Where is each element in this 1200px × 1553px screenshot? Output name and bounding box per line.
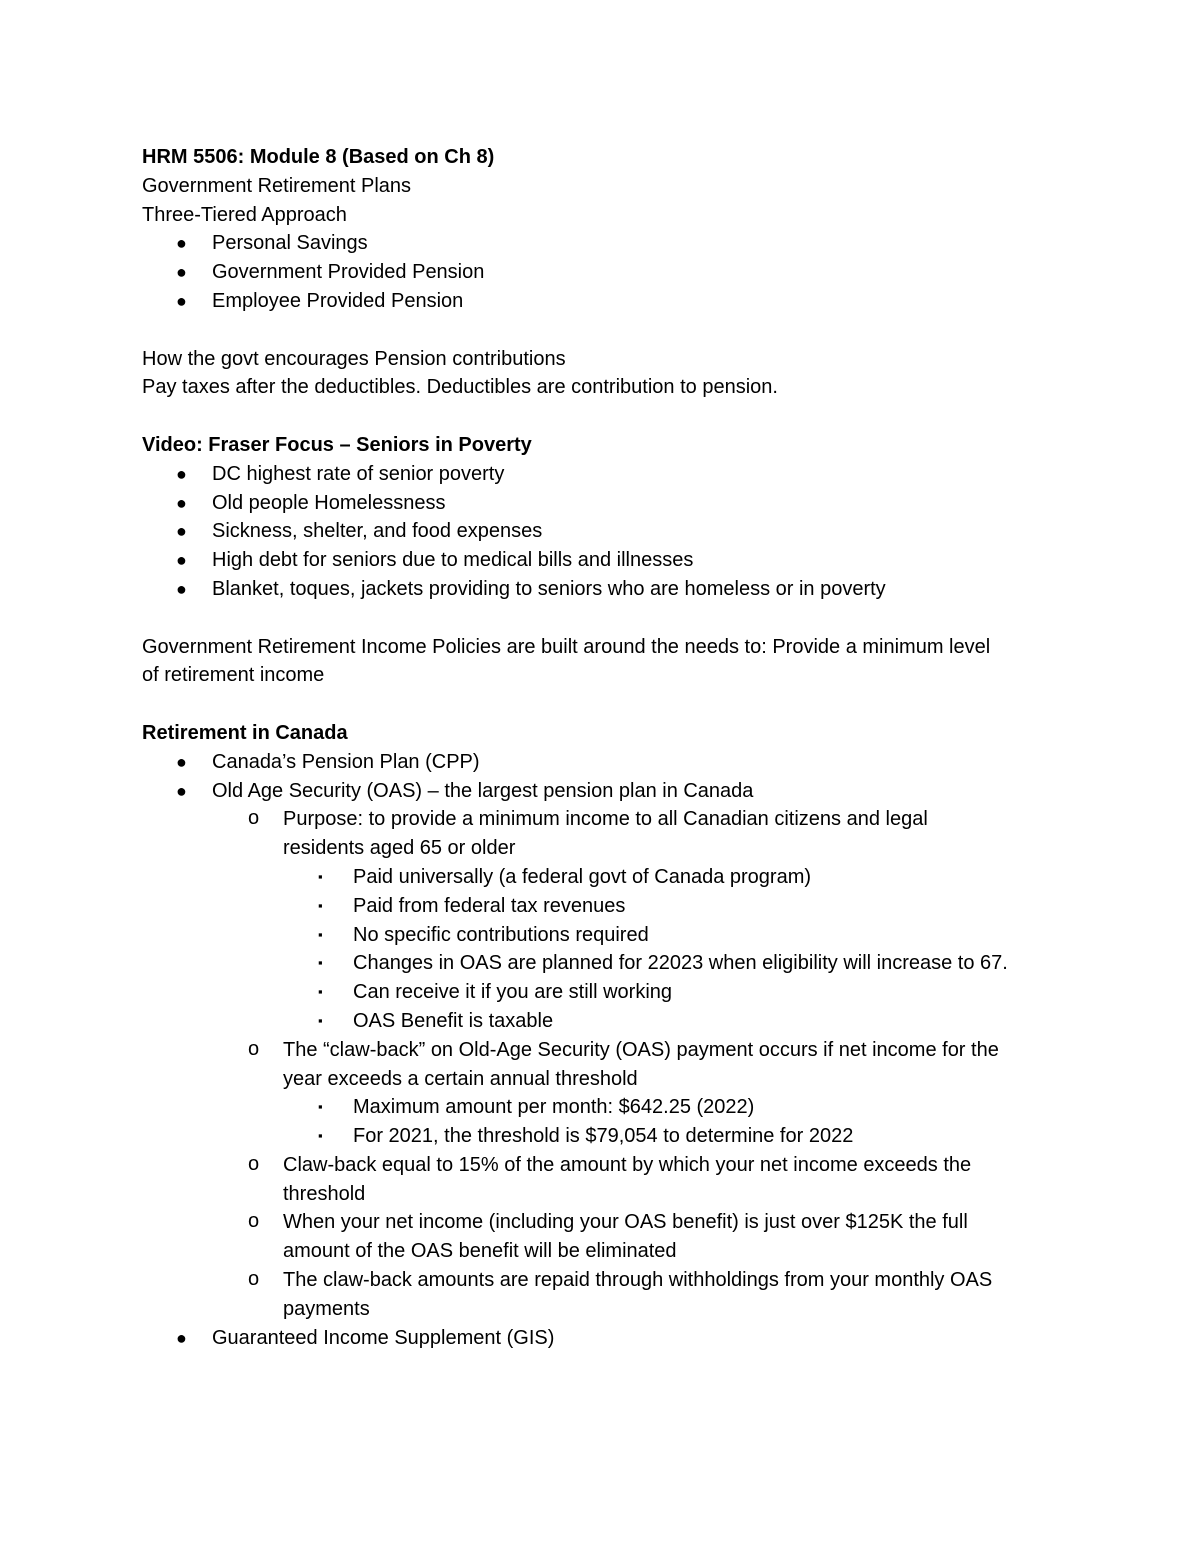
- section-heading: Retirement in Canada: [142, 721, 348, 744]
- list-item: ● Blanket, toques, jackets providing to seniors who are homeless or in poverty: [142, 575, 1082, 604]
- square-bullet-icon: ▪: [318, 926, 323, 942]
- sub-list-item-continuation: payments: [283, 1297, 370, 1320]
- sub-sub-list-item: ▪ Paid from federal tax revenues: [142, 892, 1082, 921]
- circle-bullet-icon: o: [248, 1152, 260, 1175]
- circle-bullet-icon: o: [248, 807, 260, 830]
- paragraph: of retirement income: [142, 664, 325, 687]
- circle-bullet-icon: o: [248, 1268, 260, 1291]
- sub-sub-list-item: ▪ For 2021, the threshold is $79,054 to determine for 2022: [142, 1122, 1082, 1151]
- section-subtitle: Three-Tiered Approach: [142, 203, 347, 226]
- sub-list-item: o Purpose: to provide a minimum income to all Canadian citizens and legal: [142, 805, 1082, 834]
- paragraph: Pay taxes after the deductibles. Deductibles are contribution to pension.: [142, 376, 778, 399]
- canada-list: [142, 748, 1082, 1353]
- bullet-icon: ●: [176, 492, 187, 513]
- sub-list-item-continuation: amount of the OAS benefit will be eliminated: [283, 1240, 677, 1263]
- bullet-icon: ●: [176, 290, 187, 311]
- section-subtitle: Government Retirement Plans: [142, 174, 412, 197]
- bullet-icon: ●: [176, 262, 187, 283]
- sub-list-item: o When your net income (including your OAS benefit) is just over $125K the full: [142, 1208, 1082, 1237]
- bullet-icon: ●: [176, 463, 187, 484]
- square-bullet-icon: ▪: [318, 1012, 323, 1028]
- bullet-icon: ●: [176, 780, 187, 801]
- sub-list-item: o Claw-back equal to 15% of the amount by which your net income exceeds the: [142, 1151, 1082, 1180]
- list-item: ● Old Age Security (OAS) – the largest pension plan in Canada: [142, 777, 1082, 806]
- square-bullet-icon: ▪: [318, 868, 323, 884]
- square-bullet-icon: ▪: [318, 1099, 323, 1115]
- list-item: ● Sickness, shelter, and food expenses: [142, 517, 1082, 546]
- sub-sub-list-item: ▪ Changes in OAS are planned for 22023 when eligibility will increase to 67.: [142, 949, 1082, 978]
- sub-list-item: o The “claw-back” on Old-Age Security (OAS) payment occurs if net income for the: [142, 1036, 1082, 1065]
- sub-sub-list-item: ▪ Maximum amount per month: $642.25 (2022): [142, 1093, 1082, 1122]
- sub-sub-list-item: ▪ No specific contributions required: [142, 921, 1082, 950]
- section-heading: Video: Fraser Focus – Seniors in Poverty: [142, 433, 532, 456]
- video-points-list: [142, 460, 1082, 604]
- list-item: ● High debt for seniors due to medical bills and illnesses: [142, 546, 1082, 575]
- circle-bullet-icon: o: [248, 1037, 260, 1060]
- list-item: ● Old people Homelessness: [142, 489, 1082, 518]
- list-item: ● Canada’s Pension Plan (CPP): [142, 748, 1082, 777]
- square-bullet-icon: ▪: [318, 955, 323, 971]
- circle-bullet-icon: o: [248, 1210, 260, 1233]
- square-bullet-icon: ▪: [318, 897, 323, 913]
- document-title: HRM 5506: Module 8 (Based on Ch 8): [142, 146, 495, 168]
- sub-sub-list-item: ▪ OAS Benefit is taxable: [142, 1007, 1082, 1036]
- bullet-icon: ●: [176, 521, 187, 542]
- sub-sub-list-item: ▪ Can receive it if you are still working: [142, 978, 1082, 1007]
- sub-sub-list-item: ▪ Paid universally (a federal govt of Canada program): [142, 863, 1082, 892]
- sub-list-item: o The claw-back amounts are repaid through withholdings from your monthly OAS: [142, 1266, 1082, 1295]
- list-item: ● Guaranteed Income Supplement (GIS): [142, 1324, 1082, 1353]
- bullet-icon: ●: [176, 1327, 187, 1348]
- paragraph: How the govt encourages Pension contributions: [142, 347, 566, 370]
- square-bullet-icon: ▪: [318, 984, 323, 1000]
- list-item: ● Employee Provided Pension: [142, 287, 1082, 316]
- list-item: ● DC highest rate of senior poverty: [142, 460, 1082, 489]
- sub-list-item-continuation: threshold: [283, 1182, 366, 1205]
- paragraph: Government Retirement Income Policies are built around the needs to: Provide a minimum level: [142, 635, 991, 658]
- bullet-icon: ●: [176, 751, 187, 772]
- bullet-icon: ●: [176, 550, 187, 571]
- list-item: ● Personal Savings: [142, 229, 1082, 258]
- list-item: ● Government Provided Pension: [142, 258, 1082, 287]
- bullet-icon: ●: [176, 233, 187, 254]
- sub-list-item-continuation: residents aged 65 or older: [283, 837, 516, 860]
- document-page: [142, 143, 1082, 1352]
- sub-list-item-continuation: year exceeds a certain annual threshold: [283, 1067, 638, 1090]
- square-bullet-icon: ▪: [318, 1128, 323, 1144]
- tiers-list: [142, 229, 1082, 315]
- bullet-icon: ●: [176, 578, 187, 599]
